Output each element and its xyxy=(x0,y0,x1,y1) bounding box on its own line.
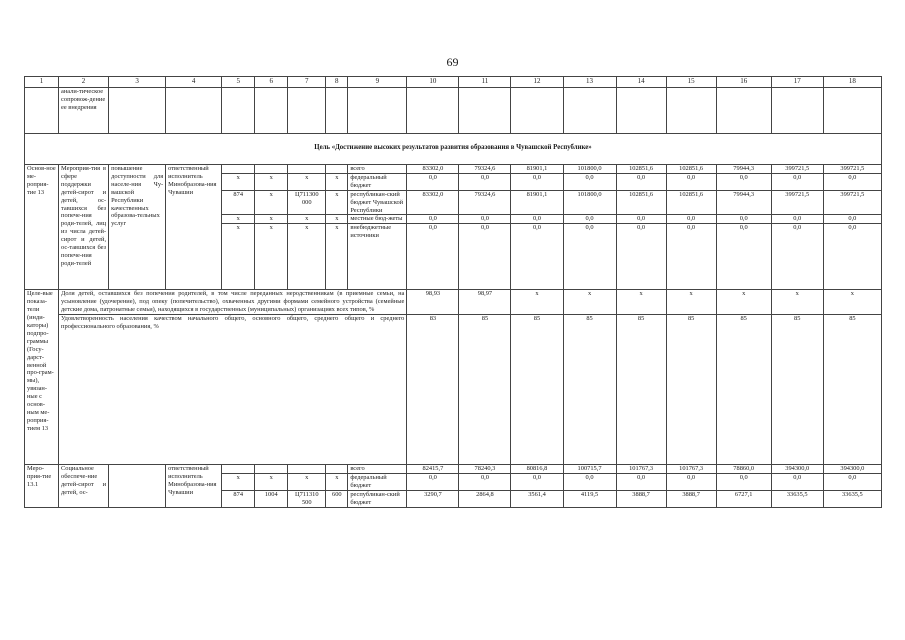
col-number: 6 xyxy=(255,77,288,88)
target-article-cell xyxy=(288,465,326,474)
value-cell: 0,0 xyxy=(459,224,511,290)
col-number: 8 xyxy=(326,77,348,88)
value-cell: 83302,0 xyxy=(407,165,459,174)
value-cell: 0,0 xyxy=(563,224,616,290)
col-number: 2 xyxy=(59,77,109,88)
value-cell: 0,0 xyxy=(716,215,771,224)
section-cell: 1004 xyxy=(255,490,288,507)
col-number: 10 xyxy=(407,77,459,88)
section-cell: x xyxy=(255,473,288,490)
value-cell: 4119,5 xyxy=(563,490,616,507)
expense-group-cell: x xyxy=(326,173,348,190)
continued-row xyxy=(25,88,882,134)
grbs-cell: x xyxy=(222,173,255,190)
expense-group-cell: x xyxy=(326,215,348,224)
indicator-row-1 xyxy=(25,290,882,315)
continued-activity-text: анали-тическое сопровож-дение ее внедрения xyxy=(59,88,109,134)
value-cell: 33635,5 xyxy=(823,490,881,507)
indicator-row-2 xyxy=(25,315,882,465)
value-cell: 394300,0 xyxy=(771,465,823,474)
value-cell: 0,0 xyxy=(511,215,563,224)
col-number: 17 xyxy=(771,77,823,88)
value-cell: 0,0 xyxy=(407,173,459,190)
value-cell: 0,0 xyxy=(459,215,511,224)
grbs-cell: 874 xyxy=(222,190,255,215)
value-cell: 399721,5 xyxy=(771,165,823,174)
funding-source: федеральный бюджет xyxy=(348,173,407,190)
funding-source: местные бюд-жеты xyxy=(348,215,407,224)
funding-source: республикан-ский бюджет Чувашской Республики xyxy=(348,190,407,215)
value-cell: 0,0 xyxy=(823,215,881,224)
target-article-cell: x xyxy=(288,215,326,224)
section-cell: x xyxy=(255,190,288,215)
value-cell: 81901,1 xyxy=(511,190,563,215)
value-cell: 0,0 xyxy=(771,473,823,490)
indicator-value: 85 xyxy=(823,315,881,465)
indicator-value: 85 xyxy=(666,315,716,465)
target-article-cell: Ц711310 500 xyxy=(288,490,326,507)
indicator-value: 98,93 xyxy=(407,290,459,315)
col-number: 7 xyxy=(288,77,326,88)
value-cell: 102851,6 xyxy=(666,165,716,174)
value-cell: 0,0 xyxy=(666,224,716,290)
value-cell: 0,0 xyxy=(771,224,823,290)
indicator-value: 85 xyxy=(716,315,771,465)
expense-group-cell xyxy=(326,465,348,474)
value-cell: 0,0 xyxy=(823,473,881,490)
value-cell: 399721,5 xyxy=(771,190,823,215)
grbs-cell xyxy=(222,465,255,474)
indicator-value: 85 xyxy=(616,315,666,465)
target-article-cell: x xyxy=(288,473,326,490)
col-number: 9 xyxy=(348,77,407,88)
value-cell: 83302,0 xyxy=(407,190,459,215)
indicator-value: x xyxy=(511,290,563,315)
value-cell: 101767,3 xyxy=(666,465,716,474)
m13-name: Мероприя-тия в сфере поддержки детей-сирот и детей, ос-тавшихся без попече-ния роди-телей, лиц из числа детей-сирот и детей, ос-тавшихся без попече-ния роди-телей xyxy=(59,165,109,290)
value-cell: 0,0 xyxy=(666,215,716,224)
target-article-cell: x xyxy=(288,224,326,290)
grbs-cell xyxy=(222,165,255,174)
m131-executor: ответственный исполнитель Минобразова-ния Чувашии xyxy=(166,465,222,508)
value-cell: 102851,6 xyxy=(616,190,666,215)
col-number: 1 xyxy=(25,77,59,88)
col-number: 15 xyxy=(666,77,716,88)
indicator-value: 98,97 xyxy=(459,290,511,315)
section-cell xyxy=(255,465,288,474)
value-cell: 0,0 xyxy=(563,173,616,190)
value-cell: 0,0 xyxy=(771,173,823,190)
value-cell: 101800,0 xyxy=(563,165,616,174)
m131-name: Социальное обеспече-ние детей-сирот и детей, ос- xyxy=(59,465,109,508)
m13-row-total xyxy=(25,165,882,174)
value-cell: 0,0 xyxy=(771,215,823,224)
grbs-cell: 874 xyxy=(222,490,255,507)
value-cell: 78240,3 xyxy=(459,465,511,474)
expense-group-cell: x xyxy=(326,190,348,215)
value-cell: 3888,7 xyxy=(616,490,666,507)
value-cell: 0,0 xyxy=(616,173,666,190)
indicator-value: 85 xyxy=(563,315,616,465)
value-cell: 0,0 xyxy=(459,173,511,190)
value-cell: 6727,1 xyxy=(716,490,771,507)
funding-source: внебюджетные источники xyxy=(348,224,407,290)
value-cell: 33635,5 xyxy=(771,490,823,507)
value-cell: 0,0 xyxy=(459,473,511,490)
indicator-value: x xyxy=(771,290,823,315)
value-cell: 0,0 xyxy=(563,473,616,490)
value-cell: 3290,7 xyxy=(407,490,459,507)
value-cell: 79944,3 xyxy=(716,190,771,215)
value-cell: 0,0 xyxy=(511,224,563,290)
value-cell: 0,0 xyxy=(716,473,771,490)
col-number: 18 xyxy=(823,77,881,88)
grbs-cell: x xyxy=(222,473,255,490)
indicator-value: x xyxy=(823,290,881,315)
value-cell: 0,0 xyxy=(407,215,459,224)
m13-task: повышение доступности для населе-ния Чу-вашской Республики качественных образова-тельных услуг xyxy=(109,165,166,290)
value-cell: 0,0 xyxy=(616,215,666,224)
m13-executor: ответственный исполнитель Минобразова-ния Чувашии xyxy=(166,165,222,290)
indicator-value: x xyxy=(563,290,616,315)
expense-group-cell: x xyxy=(326,473,348,490)
expense-group-cell: x xyxy=(326,224,348,290)
value-cell: 0,0 xyxy=(716,173,771,190)
value-cell: 2864,8 xyxy=(459,490,511,507)
column-numbers-row xyxy=(25,77,882,88)
expense-group-cell: 600 xyxy=(326,490,348,507)
indicator-value: 83 xyxy=(407,315,459,465)
value-cell: 79324,6 xyxy=(459,165,511,174)
value-cell: 102851,6 xyxy=(666,190,716,215)
value-cell: 0,0 xyxy=(666,173,716,190)
value-cell: 0,0 xyxy=(823,224,881,290)
col-number: 11 xyxy=(459,77,511,88)
indicator-value: x xyxy=(666,290,716,315)
value-cell: 399721,5 xyxy=(823,190,881,215)
grbs-cell: x xyxy=(222,224,255,290)
goal-title: Цель «Достижение высоких результатов развития образования в Чувашской Республике» xyxy=(25,134,882,165)
indicator-value: x xyxy=(616,290,666,315)
value-cell: 0,0 xyxy=(616,473,666,490)
value-cell: 101767,3 xyxy=(616,465,666,474)
m131-label: Меро-прия-тие 13.1 xyxy=(25,465,59,508)
value-cell: 80816,8 xyxy=(511,465,563,474)
value-cell: 3888,7 xyxy=(666,490,716,507)
m13-label: Основ-ное ме-роприя-тие 13 xyxy=(25,165,59,290)
budget-table xyxy=(24,76,882,508)
grbs-cell: x xyxy=(222,215,255,224)
target-article-cell: x xyxy=(288,173,326,190)
section-cell xyxy=(255,165,288,174)
funding-source: всего xyxy=(348,165,407,174)
value-cell: 0,0 xyxy=(407,473,459,490)
col-number: 13 xyxy=(563,77,616,88)
value-cell: 399721,5 xyxy=(823,165,881,174)
indicator-value: 85 xyxy=(459,315,511,465)
funding-source: республикан-ский бюджет xyxy=(348,490,407,507)
indicator-value: 85 xyxy=(771,315,823,465)
value-cell: 0,0 xyxy=(511,473,563,490)
col-number: 14 xyxy=(616,77,666,88)
value-cell: 0,0 xyxy=(407,224,459,290)
indicator-text: Доля детей, оставшихся без попечения родителей, в том числе переданных неродственникам (в приемные семьи, на усыновление (удочерение), под опеку (попечительство), охваченных другими формами семейного устройства (семейные детские дома, патронатные семьи), находящихся в государственных (муниципальных) организациях всех типов, % xyxy=(59,290,407,315)
value-cell: 79324,6 xyxy=(459,190,511,215)
target-article-cell: Ц711300 000 xyxy=(288,190,326,215)
value-cell: 82415,7 xyxy=(407,465,459,474)
funding-source: всего xyxy=(348,465,407,474)
value-cell: 0,0 xyxy=(563,215,616,224)
col-number: 5 xyxy=(222,77,255,88)
col-number: 16 xyxy=(716,77,771,88)
value-cell: 81901,1 xyxy=(511,165,563,174)
m131-row-total xyxy=(25,465,882,474)
value-cell: 394300,0 xyxy=(823,465,881,474)
expense-group-cell xyxy=(326,165,348,174)
value-cell: 100715,7 xyxy=(563,465,616,474)
value-cell: 0,0 xyxy=(823,173,881,190)
targets-label: Целе-вые показа-тели (инди-каторы) подпро-граммы (Госу-дарст-венной про-грам-мы), увязан-ные с основ-ным ме-роприя-тием 13 xyxy=(25,290,59,465)
value-cell: 101800,0 xyxy=(563,190,616,215)
value-cell: 102851,6 xyxy=(616,165,666,174)
value-cell: 78860,0 xyxy=(716,465,771,474)
section-cell: x xyxy=(255,173,288,190)
value-cell: 0,0 xyxy=(716,224,771,290)
col-number: 4 xyxy=(166,77,222,88)
col-number: 12 xyxy=(511,77,563,88)
section-cell: x xyxy=(255,215,288,224)
col-number: 3 xyxy=(109,77,166,88)
section-cell: x xyxy=(255,224,288,290)
target-article-cell xyxy=(288,165,326,174)
indicator-value: 85 xyxy=(511,315,563,465)
funding-source: федеральный бюджет xyxy=(348,473,407,490)
indicator-text: Удовлетворенность населения качеством начального общего, основного общего, среднего общего и среднего профессионального образования, % xyxy=(59,315,407,465)
value-cell: 0,0 xyxy=(616,224,666,290)
value-cell: 3561,4 xyxy=(511,490,563,507)
value-cell: 0,0 xyxy=(666,473,716,490)
page-number: 69 xyxy=(446,55,459,69)
indicator-value: x xyxy=(716,290,771,315)
value-cell: 79944,3 xyxy=(716,165,771,174)
value-cell: 0,0 xyxy=(511,173,563,190)
goal-row xyxy=(25,134,882,165)
